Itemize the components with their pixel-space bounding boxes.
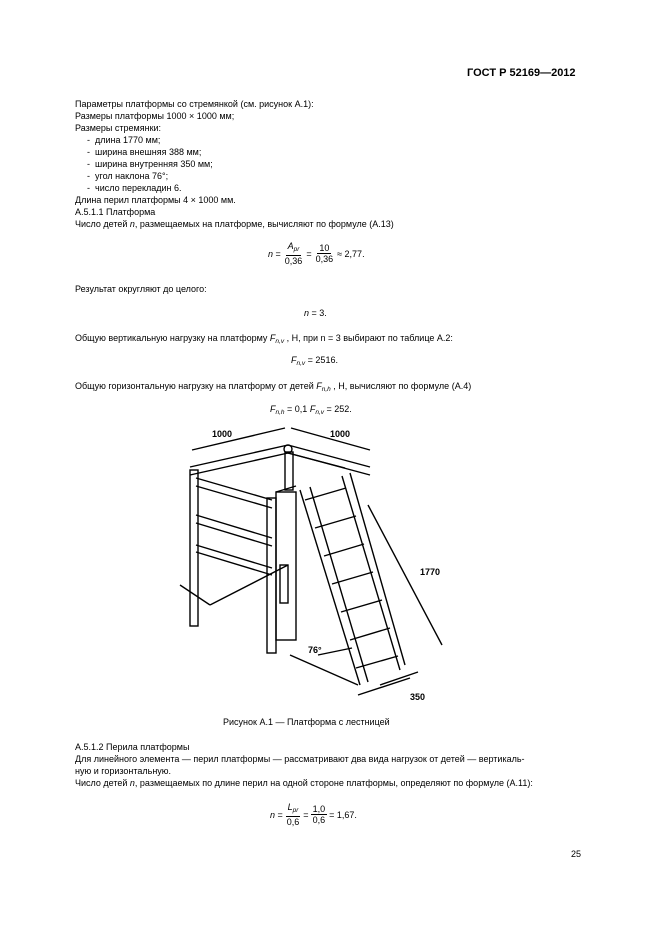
dim-label: 350 bbox=[410, 692, 426, 702]
platform-size: Размеры платформы 1000 × 1000 мм; bbox=[75, 111, 235, 121]
document-number: ГОСТ Р 52169—2012 bbox=[467, 67, 576, 79]
formula: n = $\frac{A_{pr}}{0,36}$ = $\frac{10}{0,36}$ ≈ 2,77. bbox=[268, 241, 365, 266]
formula: $F_{n,v} = 2516$. bbox=[291, 355, 338, 367]
page-number: 25 bbox=[571, 849, 582, 859]
params-intro: Параметры платформы со стремянкой (см. рисунок А.1): bbox=[75, 99, 314, 109]
section-title: А.5.1.2 Перила платформы bbox=[75, 742, 190, 752]
list-item: - ширина внешняя 388 мм; bbox=[87, 147, 202, 157]
list-item: - длина 1770 мм; bbox=[87, 135, 161, 145]
list-item: - ширина внутренняя 350 мм; bbox=[87, 159, 213, 169]
list-item: - число перекладин 6. bbox=[87, 183, 182, 193]
formula: n = 3. bbox=[304, 308, 327, 318]
paragraph: Общую горизонтальную нагрузку на платформу от детей $F_{n,h}$ , Н, вычисляют по формуле (А.4) bbox=[75, 381, 472, 393]
paragraph: ную и горизонтальную. bbox=[75, 766, 172, 776]
formula: n = $\frac{L_{pr}}{0,6}$ = $\frac{1,0}{0,6}$ = 1,67. bbox=[270, 802, 357, 827]
platform-ladder-drawing bbox=[170, 420, 460, 705]
paragraph: Для линейного элемента — перил платформы — рассматривают два вида нагрузок от детей — вертикаль- bbox=[75, 754, 525, 764]
railing-length: Длина перил платформы 4 × 1000 мм. bbox=[75, 195, 236, 205]
dim-label: 1000 bbox=[330, 429, 351, 439]
ladder-sizes: Размеры стремянки: bbox=[75, 123, 162, 133]
list-item: - угол наклона 76°; bbox=[87, 171, 169, 181]
formula: $F_{n,h} = 0,1$ $F_{n,v} = 252$. bbox=[270, 404, 352, 416]
figure-caption: Рисунок А.1 — Платформа с лестницей bbox=[223, 717, 390, 727]
dim-label: 1770 bbox=[420, 567, 441, 577]
dim-label: 1000 bbox=[212, 429, 233, 439]
paragraph: Число детей n, размещаемых по длине перил на одной стороне платформы, определяют по формуле (А.11): bbox=[75, 778, 533, 788]
paragraph: Число детей n, размещаемых на платформе, вычисляют по формуле (А.13) bbox=[75, 219, 394, 229]
paragraph: Общую вертикальную нагрузку на платформу $F_{n,v}$ , Н, при n = 3 выбирают по таблице А.2: bbox=[75, 333, 453, 345]
section-title: А.5.1.1 Платформа bbox=[75, 207, 156, 217]
dim-label: 76° bbox=[308, 645, 322, 655]
paragraph: Результат округляют до целого: bbox=[75, 284, 207, 294]
